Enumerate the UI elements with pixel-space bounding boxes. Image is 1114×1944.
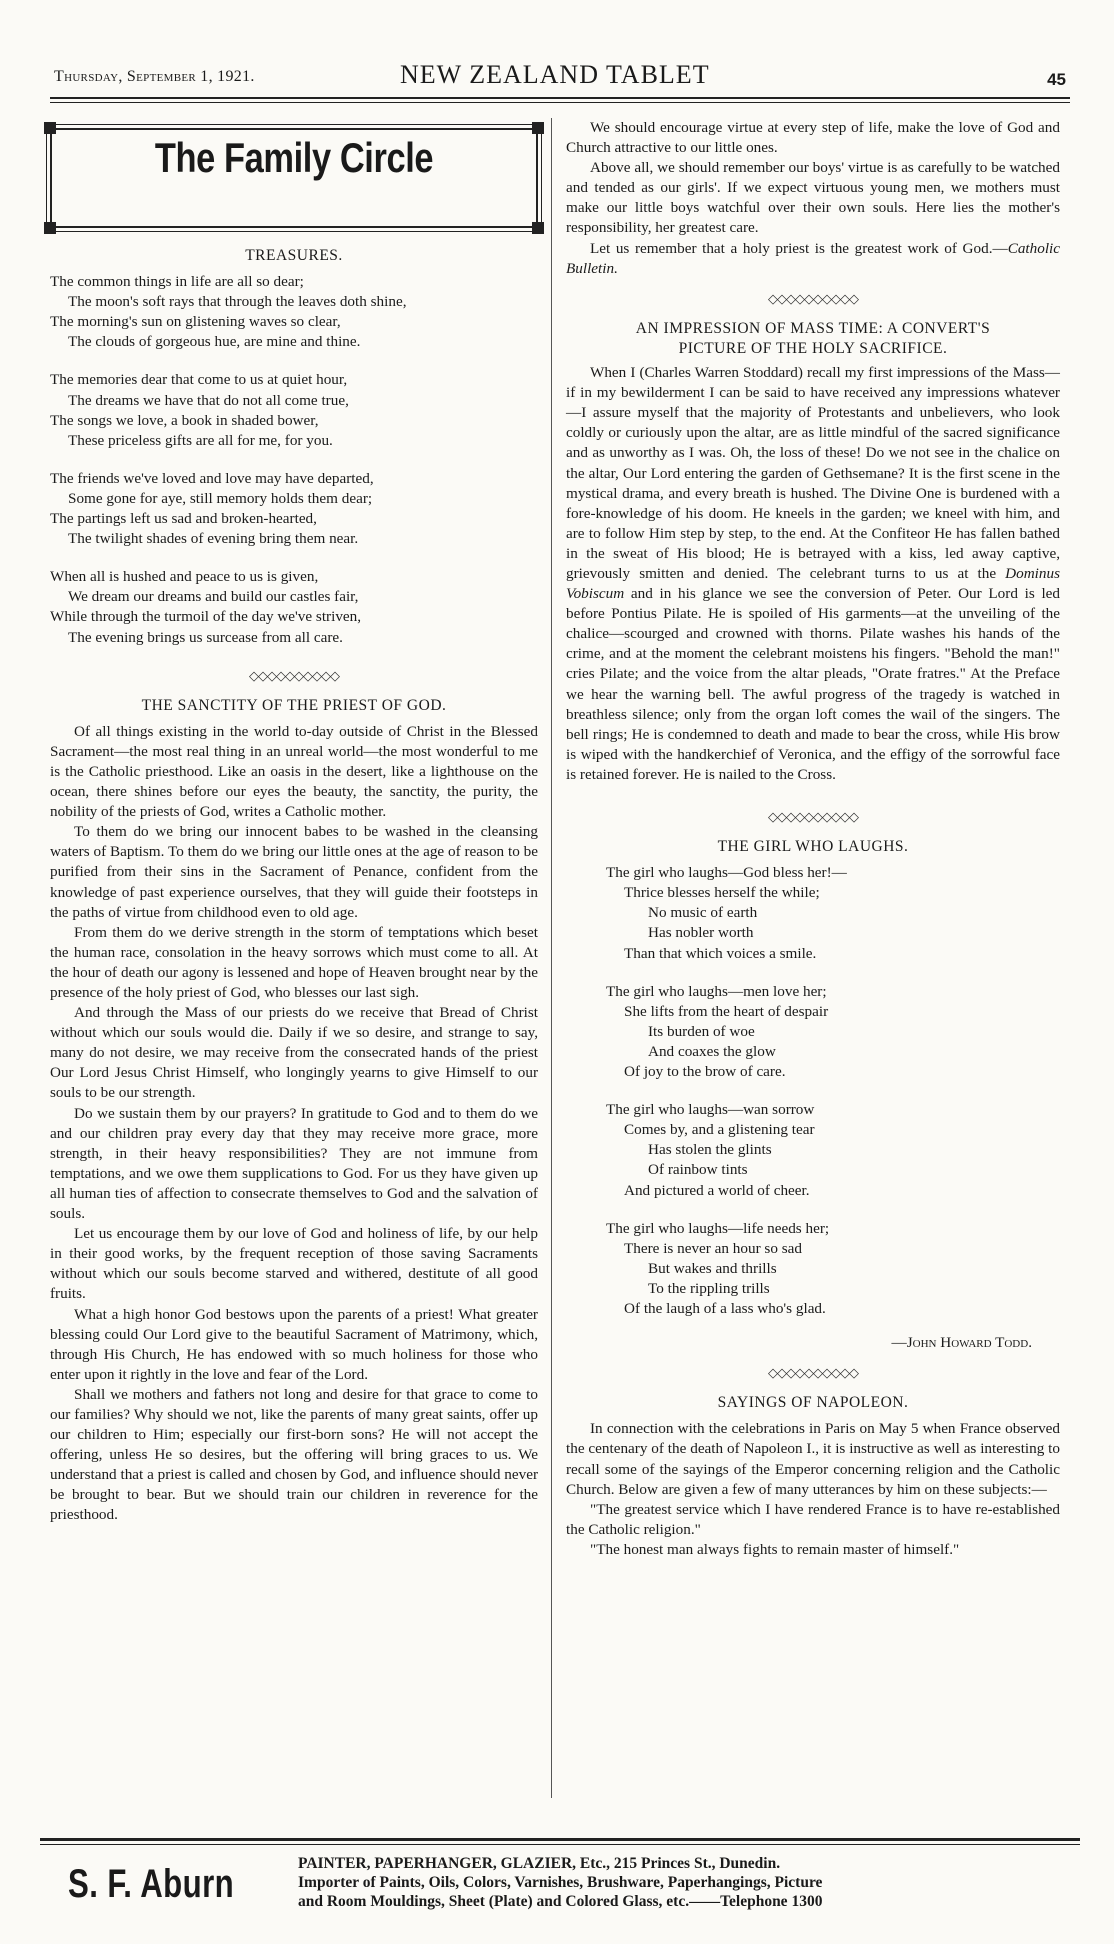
poem-line: Some gone for aye, still memory holds them dear;	[68, 489, 373, 507]
poem-line: No music of earth	[648, 904, 758, 922]
poem-line: She lifts from the heart of despair	[624, 1002, 829, 1020]
poem-stanza	[50, 272, 538, 352]
quote-paragraph: "The honest man always fights to remain master of himself."	[590, 1540, 960, 1558]
poem-line: The evening brings us surcease from all care.	[68, 628, 343, 646]
poem-line: Has nobler worth	[648, 924, 754, 942]
issue-date: Thursday, September 1, 1921.	[54, 68, 255, 85]
poem-line: The girl who laughs—men love her;	[606, 982, 827, 1000]
poem-line: The girl who laughs—wan sorrow	[606, 1101, 815, 1119]
poem-stanza	[606, 982, 1060, 1082]
poem-line: But wakes and thrills	[648, 1259, 777, 1277]
poem-line: Of joy to the brow of care.	[624, 1063, 786, 1081]
article-paragraph: In connection with the celebrations in Paris on May 5 when France observed the centenary of the death of Napoleon I., it is instructive as well as interesting to recall some of the sayings of the Emperor concerning religion and the Catholic Church. Below are given a few of many utterances by him on these subjects:—	[566, 1420, 1060, 1498]
poem-line: While through the turmoil of the day we've striven,	[50, 608, 362, 626]
poem-stanza	[50, 567, 538, 647]
title-line: AN IMPRESSION OF MASS TIME: A CONVERT'S	[635, 319, 991, 337]
article-paragraph: And through the Mass of our priests do we receive that Bread of Christ without which our souls would die. Daily if we so desire, and strange to say, many do not desire, we may receive from the consecrated hands of the priest Our Lord Jesus Christ Himself, who longingly yearns to give Himself to our souls to be our strength.	[50, 1004, 538, 1102]
poem-title-treasures: TREASURES.	[245, 247, 343, 264]
left-column	[50, 118, 538, 1798]
page-header	[50, 60, 1070, 100]
ornament-divider: ◇◇◇◇◇◇◇◇◇◇	[768, 809, 858, 824]
poem-line: The girl who laughs—God bless her!—	[606, 864, 847, 882]
poem-line: Of the laugh of a lass who's glad.	[624, 1299, 826, 1317]
advert-line: Importer of Paints, Oils, Colors, Varnishes, Brushware, Paperhangings, Picture	[298, 1874, 823, 1891]
article-paragraph: Do we sustain them by our prayers? In gratitude to God and to them do we and our children pray every day that they may receive more grace, more strength, in their heavy responsibilities? They are not immune from temptations, and we owe them supplications to God. For us they have given up all human ties of affection to consecrate themselves to God and the salvation of souls.	[50, 1104, 538, 1223]
poem-line: Thrice blesses herself the while;	[624, 884, 820, 902]
poem-line: We dream our dreams and build our castles fair,	[68, 588, 359, 606]
poem-line: The girl who laughs—life needs her;	[606, 1219, 830, 1237]
poem-girl	[566, 863, 1060, 1319]
poem-line: These priceless gifts are all for me, for you.	[68, 431, 333, 449]
poem-stanza	[606, 1219, 1060, 1319]
article-closing	[566, 239, 1060, 279]
article-title-napoleon: SAYINGS OF NAPOLEON.	[717, 1394, 909, 1412]
poem-title-girl: THE GIRL WHO LAUGHS.	[717, 838, 909, 856]
poem-line: And pictured a world of cheer.	[624, 1181, 810, 1199]
poem-stanza	[50, 469, 538, 549]
ornament-corner-icon	[532, 122, 544, 134]
poem-line: The memories dear that come to us at quiet hour,	[50, 371, 348, 389]
article-paragraph: From them do we derive strength in the storm of temptations which beset the human race, consolation in the heavy sorrows which must come to all. At the hour of death our agony is lessened and hope of Heaven brought near by the presence of the holy priest of God, who blesses our last sigh.	[50, 923, 538, 1001]
section-title: The Family Circle	[154, 134, 434, 181]
article-paragraph: Let us encourage them by our love of God and holiness of life, by our help in their good works, by the frequent reception of those saving Sacraments without which our souls become starved and withered, destitute of all good fruits.	[50, 1225, 538, 1303]
advertisement	[40, 1838, 1080, 1938]
closing-text: Let us remember that a holy priest is the greatest work of God.—	[590, 239, 1008, 257]
advert-text	[298, 1854, 1078, 1911]
poem-line: Its burden of woe	[648, 1022, 755, 1040]
article-title-impression	[566, 319, 1060, 359]
poem-line: Has stolen the glints	[648, 1141, 772, 1159]
header-rule	[50, 97, 1070, 99]
ornament-divider: ◇◇◇◇◇◇◇◇◇◇	[768, 1365, 858, 1381]
ornament-corner-icon	[532, 222, 544, 234]
poem-line: To the rippling trills	[648, 1279, 770, 1297]
advert-line: and Room Mouldings, Sheet (Plate) and Colored Glass, etc.——Telephone 1300	[298, 1893, 823, 1910]
header-rule-thin	[50, 102, 1070, 103]
poem-line: When all is hushed and peace to us is given,	[50, 568, 319, 586]
poem-line: The songs we love, a book in shaded bower,	[50, 411, 319, 429]
ornament-divider: ◇◇◇◇◇◇◇◇◇◇	[249, 667, 339, 683]
article-paragraph: Shall we mothers and fathers not long and desire for that grace to come to our families? Why should we not, like the parents of many great saints, offer up our children to Him; especially our first-born sons? He will not accept the offering, unless He so desires, but the offering will bring graces to us. We understand that a priest is called and chosen by God, and influence should never be brought to bear. But we should train our children in reverence for the priesthood.	[50, 1385, 538, 1524]
footer-rule	[40, 1838, 1080, 1841]
quote-paragraph: "The greatest service which I have rendered France is to have re-established the Catholic religion."	[566, 1500, 1060, 1538]
section-masthead	[50, 128, 538, 228]
poem-treasures	[50, 272, 538, 648]
poem-line: The common things in life are all so dear;	[50, 273, 304, 291]
article-paragraph: Above all, we should remember our boys' virtue is as carefully to be watched and tended as our girls'. If we expect virtuous young men, we mothers must make our little boys watchful over their own souls. Here lies the mother's responsibility, her greatest care.	[566, 159, 1060, 237]
ornament-divider: ◇◇◇◇◇◇◇◇◇◇	[768, 290, 858, 306]
poem-line: And coaxes the glow	[648, 1042, 776, 1060]
article-paragraph: What a high honor God bestows upon the parents of a priest! What greater blessing could Our Lord give to the beautiful Sacrament of Matrimony, which, through His Church, He has endowed with so much holiness for those who enter upon it rightly in the love and fear of the Lord.	[50, 1305, 538, 1383]
poem-line: There is never an hour so sad	[624, 1239, 802, 1257]
advert-line: PAINTER, PAPERHANGER, GLAZIER, Etc., 215 Princes St., Dunedin.	[298, 1855, 781, 1872]
poem-line: The morning's sun on glistening waves so clear,	[50, 313, 341, 331]
advertiser-name: S. F. Aburn	[68, 1862, 235, 1906]
article-paragraph: Of all things existing in the world to-day outside of Christ in the Blessed Sacrament—the most real thing in an unreal world—the most wonderful to me is the Catholic priesthood. Like an oasis in the desert, like a lighthouse on the ocean, there shines before our eyes the beauty, the sanctity, the purity, the nobility of the priests of God, writes a Catholic mother.	[50, 722, 538, 821]
column-divider	[551, 118, 552, 1798]
poem-line: Of rainbow tints	[648, 1161, 748, 1179]
poem-line: The clouds of gorgeous hue, are mine and thine.	[68, 333, 361, 351]
ornament-corner-icon	[44, 222, 56, 234]
poem-line: The twilight shades of evening bring them near.	[68, 530, 359, 548]
poem-stanza	[50, 370, 538, 450]
poem-stanza	[606, 863, 1060, 963]
article-title-sanctity: THE SANCTITY OF THE PRIEST OF GOD.	[141, 696, 447, 714]
page-number: 45	[1047, 70, 1066, 89]
poem-line: The dreams we have that do not all come true,	[68, 391, 349, 409]
poem-author: —John Howard Todd.	[891, 1334, 1032, 1352]
poem-line: Comes by, and a glistening tear	[624, 1121, 815, 1139]
article-paragraph	[566, 363, 1060, 785]
poem-line: The partings left us sad and broken-hearted,	[50, 510, 317, 528]
paragraph-text: and in his glance we see the conversion of Peter. Our Lord is led before Pontius Pilate. He is spoiled of His garments—at the unveiling of the chalice—scourged and crowned with thorns. Pilate washes his hands of the crime, and at the moment the celebrant moistens his fingers. "Behold the man!" cries Pilate; and the voice from the altar pleads, "Orate fratres." At the Preface we hear the warning bell. The awful progress of the tragedy is watched in breathless silence; only from the organ loft comes the wail of the singers. The bell rings; He is condemned to death and made to bear the cross, while His brow is wiped with the handkerchief of Veronica, and the effigy of the sorrowful face is retained forever. He is nailed to the Cross.	[566, 585, 1061, 783]
ornament-corner-icon	[44, 122, 56, 134]
footer-rule-thin	[40, 1844, 1080, 1845]
poem-line: The friends we've loved and love may have departed,	[50, 469, 374, 487]
newspaper-title: NEW ZEALAND TABLET	[400, 60, 710, 89]
article-paragraph: We should encourage virtue at every step of life, make the love of God and Church attractive to our little ones.	[566, 119, 1060, 157]
poem-line: Than that which voices a smile.	[624, 944, 817, 962]
article-paragraph: To them do we bring our innocent babes to be washed in the cleansing waters of Baptism. To them do we bring our little ones at the age of reason to be purified from their sins in the Sacrament of Penance, confident from the knowledge of past experience ourselves, that they will guide their footsteps in the paths of virtue from childhood even to old age.	[50, 823, 538, 921]
title-line: PICTURE OF THE HOLY SACRIFICE.	[678, 339, 948, 357]
latin-phrase: Dominus Vobiscum	[566, 564, 1061, 603]
poem-stanza	[606, 1100, 1060, 1200]
article-source: Catholic Bulletin.	[566, 239, 1060, 277]
paragraph-text: When I (Charles Warren Stoddard) recall my first impressions of the Mass—if in my bewilderment I can be said to have received any impressions whatever—I assure myself that the majority of Protestants and unbelievers, who look coldly or curiously upon the altar, are as little mindful of the sacred significance and as unworthy as I was. Oh, the loss of these! Do we not see in the chalice on the altar, Our Lord entering the garden of Gethsemane? It is the first scene in the mystical drama, and every breath is hushed. The Divine One is burdened with a fore-knowledge of his doom. He kneels in the garden; we kneel with him, and are to follow Him step by step, to the end. At the Confiteor He has fallen bathed in the sweat of His blood; He is betrayed with a kiss, led away captive, grievously smitten and denied. The celebrant turns to us at the	[566, 364, 1060, 582]
poem-line: The moon's soft rays that through the leaves doth shine,	[68, 293, 407, 311]
right-column	[566, 118, 1060, 1818]
